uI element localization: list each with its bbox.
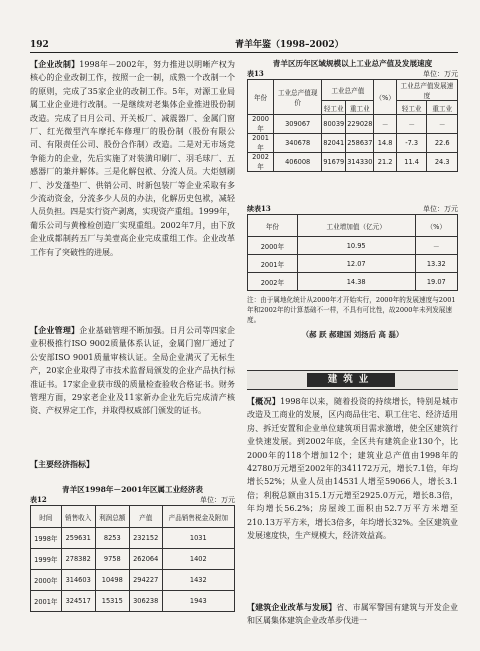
section-banner <box>247 370 458 390</box>
table-cell: 1998年 <box>31 528 62 549</box>
table-cell: 24.3 <box>427 153 458 172</box>
table-cell: 2001年 <box>248 255 298 273</box>
table-cell: 2001年 <box>31 591 62 612</box>
table-cell: 2000年 <box>248 237 298 255</box>
table-cell: 10.95 <box>297 237 415 255</box>
table-cell: 1432 <box>162 570 234 591</box>
table-cell: 13.32 <box>415 255 457 273</box>
table-row <box>31 549 235 570</box>
table14-label: 续表13 <box>247 204 271 213</box>
table14-header-cell: （%） <box>415 215 457 237</box>
section-title-enterprise-reform: 【企业改制】 <box>30 59 80 69</box>
table-cell: － <box>415 237 457 255</box>
paragraph-enterprise-reform <box>30 58 235 259</box>
table-cell: 14.8 <box>374 134 396 153</box>
table-cell: 1031 <box>162 528 234 549</box>
table12-caption: 青羊区1998年－2001年区属工业经济表 <box>62 485 203 494</box>
table12-header-row <box>31 506 235 528</box>
table-cell: 262064 <box>129 549 162 570</box>
table14-header-row <box>248 215 458 237</box>
table14-meta <box>247 204 458 214</box>
table-cell: 21.2 <box>374 153 396 172</box>
section-title-main-indicators: 【主要经济指标】 <box>30 459 94 469</box>
table12-header-cell: 产值 <box>129 506 162 528</box>
table-cell: 232152 <box>129 528 162 549</box>
table-cell: -7.3 <box>396 134 427 153</box>
table13-label: 表13 <box>247 69 264 78</box>
table13-header-row <box>248 80 458 101</box>
table-cell: 80039 <box>322 115 346 134</box>
paragraph-construction-reform <box>247 601 458 628</box>
table13-header-cell: 重工业 <box>346 101 374 115</box>
right-column-2 <box>247 601 458 628</box>
table-cell: 10498 <box>95 570 129 591</box>
table12-unit: 单位：万元 <box>200 496 235 504</box>
table13-caption: 青羊区历年区域规模以上工业总产值及发展速度 <box>272 59 433 68</box>
table12-header-cell: 利润总额 <box>95 506 129 528</box>
table-cell: 294227 <box>129 570 162 591</box>
section-title-construction-reform: 【建筑企业改革与发展】 <box>247 602 337 612</box>
table-row <box>248 134 458 153</box>
table-cell: 2002年 <box>248 153 274 172</box>
table-cell: 14.38 <box>297 273 415 291</box>
table-cell: － <box>427 115 458 134</box>
table-cell: 91679 <box>322 153 346 172</box>
table-cell: 15315 <box>95 591 129 612</box>
table-cell: 1402 <box>162 549 234 570</box>
table12-meta <box>30 495 235 505</box>
table-cell: 278382 <box>61 549 95 570</box>
paragraph-overview <box>247 395 458 542</box>
paragraph-enterprise-management <box>30 324 235 418</box>
table-cell: 306238 <box>129 591 162 612</box>
text-enterprise-management: 企业基础管理不断加强。日月公司等四家企业积极推行ISO 9002质量体系认证，金属门窗厂通过了公安部ISO 9001质量审核认证。全局企业满灭了无标生产，20家企业取得了市技术监督局颁发的企业产品执行标准证书。17家企业获市级的质量检查验收合格证书。财务管理方面，29家老企业及11家新办企业先后完成清产核资、产权界定工作，并取得权威部门颁发的证书。 <box>30 326 235 416</box>
table13-header-cell: 工业总产值发展速度 <box>396 80 457 101</box>
table13-header-cell: 工业总产值现价 <box>274 80 322 115</box>
table-cell: 1999年 <box>31 549 62 570</box>
left-column <box>30 58 235 259</box>
section-title-enterprise-management: 【企业管理】 <box>30 325 80 335</box>
table-cell: 12.07 <box>297 255 415 273</box>
section-title-overview: 【概况】 <box>247 396 281 406</box>
table-row <box>31 570 235 591</box>
table14-block <box>247 204 458 340</box>
table14-header-cell: 年份 <box>248 215 298 237</box>
table-cell: 406008 <box>274 153 322 172</box>
table-row <box>31 528 235 549</box>
left-column-2 <box>30 324 235 418</box>
table12-header-cell: 销售收入 <box>61 506 95 528</box>
table-cell: － <box>396 115 427 134</box>
table-row <box>248 237 458 255</box>
table-cell: 19.07 <box>415 273 457 291</box>
table-cell: 2000年 <box>248 115 274 134</box>
table-row <box>248 255 458 273</box>
table14 <box>247 214 458 291</box>
table-cell: 9758 <box>95 549 129 570</box>
table13-header-cell: 轻工业 <box>396 101 427 115</box>
table-cell: 258637 <box>346 134 374 153</box>
table-cell: 2000年 <box>31 570 62 591</box>
table-cell: 259631 <box>61 528 95 549</box>
right-column <box>247 395 458 542</box>
book-title: 青羊年鉴（1998–2002） <box>235 40 344 50</box>
table-cell: 340678 <box>274 134 322 153</box>
text-overview: 1998年以来，随着投资的持续增长，特别是城市改造及工商业的发展，区内商品住宅、职工住宅、经济适用房、拆迁安置和企业单位建筑项目需求激增，使全区建筑行业快速发展。到2002年底，全区共有建筑企业130个，比2000年的118个增加12个；建筑业总产值由1998年的42780万元增至2002年的341172万元，增长7.1倍，年均增长52%；从业人员由14531人增至59066人，增长3.1倍；利税总额由315.1万元增至2925.0万元，增长8.3倍，年均增长56.2%；房屋竣工面积由52.7万平方米增至210.13万平方米，增长3倍多，年均增长32%。全区建筑业发展速度快，生产规模大，经济效益高。 <box>247 397 458 541</box>
table-cell: － <box>374 115 396 134</box>
table-cell: 314603 <box>61 570 95 591</box>
table14-note: 注：由于属地化统计从2000年才开始实行，2000年的发展速度与2001年和2002年的计算基础不一样，不具有可比性，故2000年未列发展速度。 <box>247 296 456 324</box>
table13-meta <box>247 69 458 79</box>
table-row <box>248 273 458 291</box>
table-cell: 309067 <box>274 115 322 134</box>
text-construction-reform: 省、市属军警国有建筑与开发企业和区属集体建筑企业改革步伐进一 <box>247 603 459 626</box>
table12-block <box>30 484 235 612</box>
table13-header-cell: 轻工业 <box>322 101 346 115</box>
table-cell: 11.4 <box>396 153 427 172</box>
table-cell: 2001年 <box>248 134 274 153</box>
table13-header-cell: 重工业 <box>427 101 458 115</box>
contributors-signature: （郝 跃 郝建国 刘扬后 高 磊） <box>301 330 404 339</box>
page-header <box>30 38 458 53</box>
table14-unit: 单位：万元 <box>423 205 458 213</box>
table-cell: 324517 <box>61 591 95 612</box>
section-banner-title: 建筑业 <box>307 373 395 387</box>
table-cell: 1943 <box>162 591 234 612</box>
table13-header-cell: （%） <box>374 80 396 115</box>
table-row <box>31 591 235 612</box>
table12-header-cell: 时间 <box>31 506 62 528</box>
table-cell: 314330 <box>346 153 374 172</box>
table-cell: 2002年 <box>248 273 298 291</box>
table13 <box>247 79 458 172</box>
table-row <box>248 153 458 172</box>
table14-header-cell: 工业增加值（亿元） <box>297 215 415 237</box>
table12 <box>30 505 235 612</box>
table-cell: 82041 <box>322 134 346 153</box>
table13-header-cell: 工业总产值 <box>322 80 374 101</box>
page-number: 192 <box>30 40 49 50</box>
text-enterprise-reform: 1998年－2002年，努力推进以明晰产权为核心的企业改制工作，按照一企一制，成熟一个改制一个的原则，完成了35家企业的改制工作。5年，对源工业局属工业企业进行改制。一是继续对老集体企业推进股份制改造。完成了日月公司、开关板厂、减震器厂、金属门窗厂、红光微型汽车摩托车修理厂的股份制（股份有限公司、有限责任公司、股份合作制）改造。二是对无市场竞争能力的企业，先后实施了对装潢印刷厂、羽毛球厂、五感器厂的兼并解体。三是化解包袱、分流人员。大炬刨刷厂、沙发蓬垫厂、供销公司、时新包装厂等企业采取有多少流动资金，分流多少人员的办法，化解历史包袱，减轻人员负担。四是实行资产剥离，实现资产重组。1999年，葡乐公司与黄橡检创造厂实现重组。2002年7月，由下放企业成都制药五厂与美壹高企业完成重组工作。企业改革工作有了突破性的进展。 <box>30 60 236 257</box>
table12-label: 表12 <box>30 495 47 504</box>
table13-header-cell: 年份 <box>248 80 274 115</box>
table-cell: 229028 <box>346 115 374 134</box>
table-cell: 22.6 <box>427 134 458 153</box>
table-row <box>248 115 458 134</box>
table13-block <box>247 58 458 172</box>
left-column-3 <box>30 458 235 471</box>
table12-header-cell: 产品销售税金及附加 <box>162 506 234 528</box>
table-cell: 8253 <box>95 528 129 549</box>
table13-unit: 单位：万元 <box>423 70 458 78</box>
